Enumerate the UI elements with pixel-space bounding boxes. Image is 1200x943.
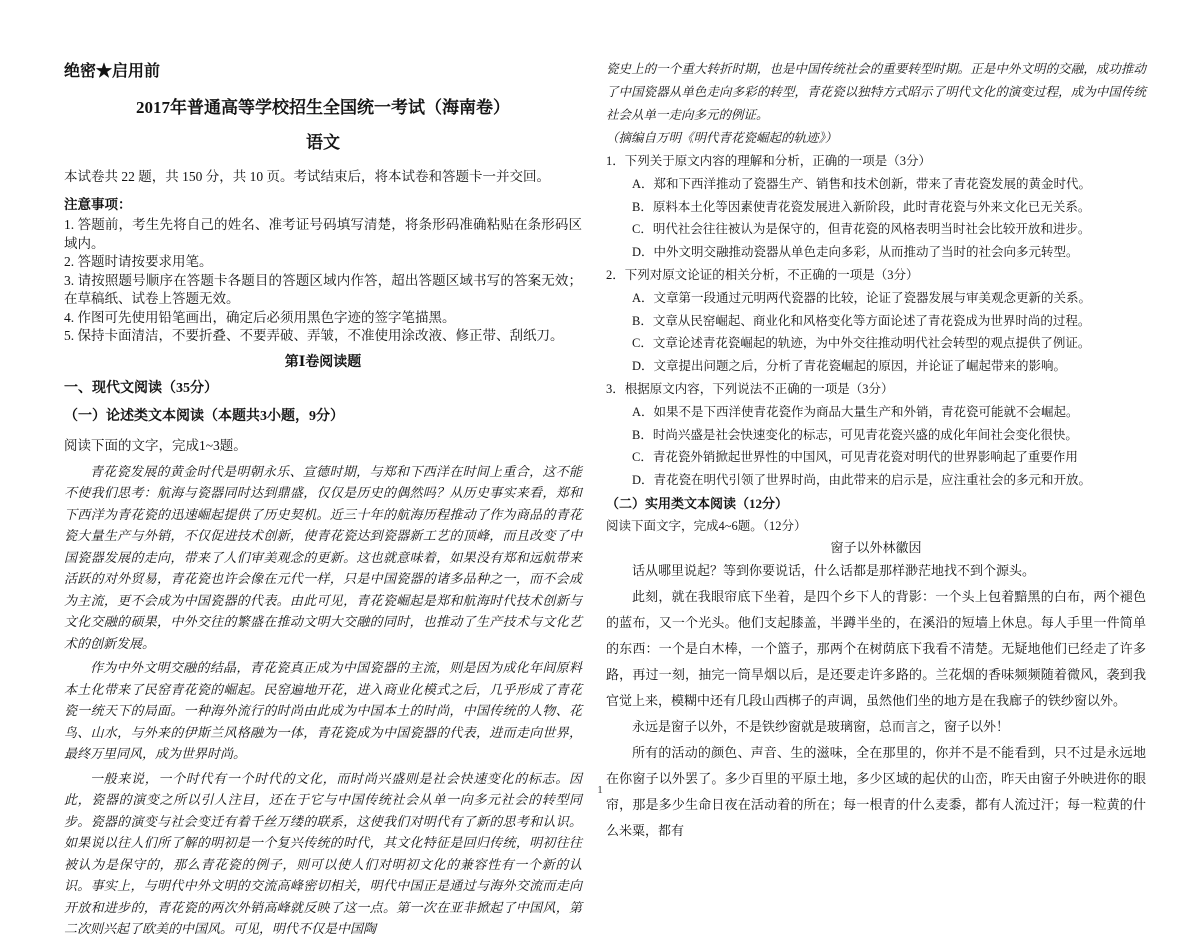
- question-3: [606, 379, 1146, 491]
- question-option: C．青花瓷外销掀起世界性的中国风，可见青花瓷对明代的世界影响起了重要作用: [632, 450, 1078, 464]
- question-option: B．文章从民窑崛起、商业化和风格变化等方面论述了青花瓷成为世界时尚的过程。: [632, 313, 1091, 328]
- essay-paragraph: 永远是窗子以外，不是铁纱窗就是玻璃窗，总而言之，窗子以外！: [632, 719, 1010, 734]
- notice-item: 3. 请按照题号顺序在答题卡各题目的答题区域内作答，超出答题区域书写的答案无效；在草稿纸、试卷上答题无效。: [64, 272, 582, 306]
- essay-paragraph: 此刻，就在我眼帘底下坐着，是四个乡下人的背影：一个头上包着黯黑的白布，两个褪色的蓝布，又一个光头。他们支起膝盖，半蹲半坐的，在溪沿的短墙上休息。每人手里一件简单的东西：一个是白木棒，一个篮子，那两个在树荫底下我看不清楚。无疑地他们已经走了许多路，再过一刻，抽完一筒旱烟以后，是还要走许多路的。兰花烟的香味频频随着微风，袭到我官觉上来，模糊中还有几段山西梆子的声调，虽然他们坐的地方是在我廊子的铁纱窗以外。: [606, 589, 1146, 708]
- passage-continuation: 瓷史上的一个重大转折时期，也是中国传统社会的重要转型时期。正是中外文明的交融，成功推动了中国瓷器从单色走向多彩的转型，青花瓷以独特方式昭示了明代文化的演变过程，成为中国传统社会从单一走向多元的例证。: [606, 62, 1146, 122]
- essay-title: 窗子以外林徽因: [830, 540, 922, 555]
- reading-instruction: 阅读下面的文字，完成1~3题。: [64, 437, 247, 453]
- volume-title: 第Ⅰ卷阅读题: [284, 354, 362, 370]
- question-2: [606, 265, 1146, 377]
- passage-paragraph: 一般来说，一个时代有一个时代的文化，而时尚兴盛则是社会快速变化的标志。因此，瓷器的演变之所以引人注目，还在于它与中国传统社会从单一向多元社会的转型同步。瓷器的演变与社会变迁有着千丝万缕的联系，这使我们对明代有了新的思考和认识。如果说以往人们所了解的明初是一个复兴传统的时代，其文化特征是回归传统，明初往往被认为是保守的，那么青花瓷的例子，则可以使人们对明初文化的兼容性有一个新的认识。事实上，与明代中外文明的交流高峰密切相关，明代中国正是通过与海外交流而走向开放和进步的，青花瓷的两次外销高峰就反映了这一点。第一次在亚非掀起了中国风，第二次则兴起了欧美的中国风。可见，明代不仅是中国陶: [64, 770, 582, 936]
- paper-title: 2017年普通高等学校招生全国统一考试（海南卷）: [136, 98, 510, 117]
- essay-paragraph: 话从哪里说起？等到你要说话，什么话都是那样渺茫地找不到个源头。: [632, 563, 1036, 578]
- passage-paragraph: 青花瓷发展的黄金时代是明朝永乐、宣德时期，与郑和下西洋在时间上重合，这不能不使我们思考：航海与瓷器同时达到鼎盛，仅仅是历史的偶然吗？从历史事实来看，郑和下西洋为青花瓷的迅速崛起提供了历史契机。近三十年的航海历程推动了作为商品的青花瓷大量生产与外销，不仅促进技术创新，使青花瓷达到瓷器新工艺的顶峰，而且改变了中国瓷器发展的走向，带来了人们审美观念的更新。这也就意味着，如果没有郑和远航带来活跃的对外贸易，青花瓷也许会像在元代一样，只是中国瓷器的诸多品种之一，而不会成为主流，更不会成为中国瓷器的代表。由此可见，青花瓷崛起是郑和航海时代技术创新与文化交融的硕果，中外交往的繁盛在推动文明大交融的同时，也推动了生产技术与文化艺术的创新发展。: [64, 463, 582, 651]
- notice-list: [64, 216, 582, 346]
- passage-source: （摘编自万明《明代青花瓷崛起的轨迹》）: [606, 131, 838, 145]
- passage-paragraph: 作为中外文明交融的结晶，青花瓷真正成为中国瓷器的主流，则是因为成化年间原料本土化带来了民窑青花瓷的崛起。民窑遍地开花，进入商业化模式之后，几乎形成了青花瓷一统天下的局面。一种海外流行的时尚由此成为中国本土的时尚，中国传统的人物、花鸟、山水，与外来的伊斯兰风格融为一体，青花瓷成为中国瓷器的代表，进而走向世界，最终万里同风，成为世界时尚。: [64, 660, 582, 761]
- question-option: B．时尚兴盛是社会快速变化的标志，可见青花瓷兴盛的成化年间社会变化很快。: [632, 427, 1078, 442]
- exam-info: 本试卷共 22 题，共 150 分，共 10 页。考试结束后，将本试卷和答题卡一并交回。: [64, 169, 550, 184]
- question-option: D．青花瓷在明代引领了世界时尚，由此带来的启示是，应注重社会的多元和开放。: [632, 472, 1092, 487]
- question-option: C．明代社会往往被认为是保守的，但青花瓷的风格表明当时社会比较开放和进步。: [632, 222, 1091, 236]
- notice-item: 4. 作图可先使用铅笔画出，确定后必须用黑色字迹的签字笔描黑。: [64, 309, 456, 325]
- security-notice: 绝密★启用前: [64, 63, 161, 80]
- question-option: A．如果不是下西洋使青花瓷作为商品大量生产和外销，青花瓷可能就不会崛起。: [632, 405, 1079, 419]
- question-option: B．原料本土化等因素使青花瓷发展进入新阶段，此时青花瓷与外来文化已无关系。: [632, 199, 1091, 214]
- question-1: [606, 151, 1146, 263]
- right-column: [606, 58, 1146, 943]
- subsection-title: （一）论述类文本阅读（本题共3小题，9分）: [64, 408, 344, 424]
- subsection2-instruction: 阅读下面文字，完成4~6题。（12分）: [606, 519, 807, 533]
- paper-subject: 语文: [306, 133, 340, 152]
- question-stem: 2．下列对原文论证的相关分析，不正确的一项是（3分）: [606, 268, 919, 282]
- notice-item: 2. 答题时请按要求用笔。: [64, 254, 213, 269]
- question-option: D．文章提出问题之后，分析了青花瓷崛起的原因，并论证了崛起带来的影响。: [632, 358, 1067, 373]
- page-number: 1: [597, 784, 603, 796]
- question-option: C．文章论述青花瓷崛起的轨迹，为中外交往推动明代社会转型的观点提供了例证。: [632, 336, 1091, 350]
- question-option: A．文章第一段通过元明两代瓷器的比较，论证了瓷器发展与审美观念更新的关系。: [632, 291, 1092, 305]
- question-option: A．郑和下西洋推动了瓷器生产、销售和技术创新，带来了青花瓷发展的黄金时代。: [632, 177, 1092, 191]
- left-column: [64, 58, 582, 943]
- passage-porcelain: [64, 461, 582, 940]
- question-option: D．中外文明交融推动瓷器从单色走向多彩，从而推动了当时的社会向多元转型。: [632, 244, 1079, 259]
- question-stem: 1．下列关于原文内容的理解和分析，正确的一项是（3分）: [606, 154, 932, 168]
- essay-paragraph: 所有的活动的颜色、声音、生的滋味，全在那里的，你并不是不能看到，只不过是永远地在你窗子以外罢了。多少百里的平原土地，多少区域的起伏的山峦，昨天由窗子外映进你的眼帘，那是多少生命日夜在活动着的所在；每一根青的什么麦黍，都有人流过汗；每一粒黄的什么米粟，都有: [606, 745, 1146, 838]
- essay-window: [606, 558, 1146, 844]
- notice-item: 5. 保持卡面清洁，不要折叠、不要弄破、弄皱，不准使用涂改液、修正带、刮纸刀。: [64, 328, 564, 343]
- notice-item: 1. 答题前，考生先将自己的姓名、准考证号码填写清楚，将条形码准确粘贴在条形码区域内。: [64, 217, 582, 251]
- subsection2-title: （二）实用类文本阅读（12分）: [606, 496, 789, 511]
- section-title: 一、现代文阅读（35分）: [64, 380, 218, 396]
- notice-title: 注意事项：: [64, 197, 132, 212]
- question-stem: 3．根据原文内容，下列说法不正确的一项是（3分）: [606, 382, 894, 396]
